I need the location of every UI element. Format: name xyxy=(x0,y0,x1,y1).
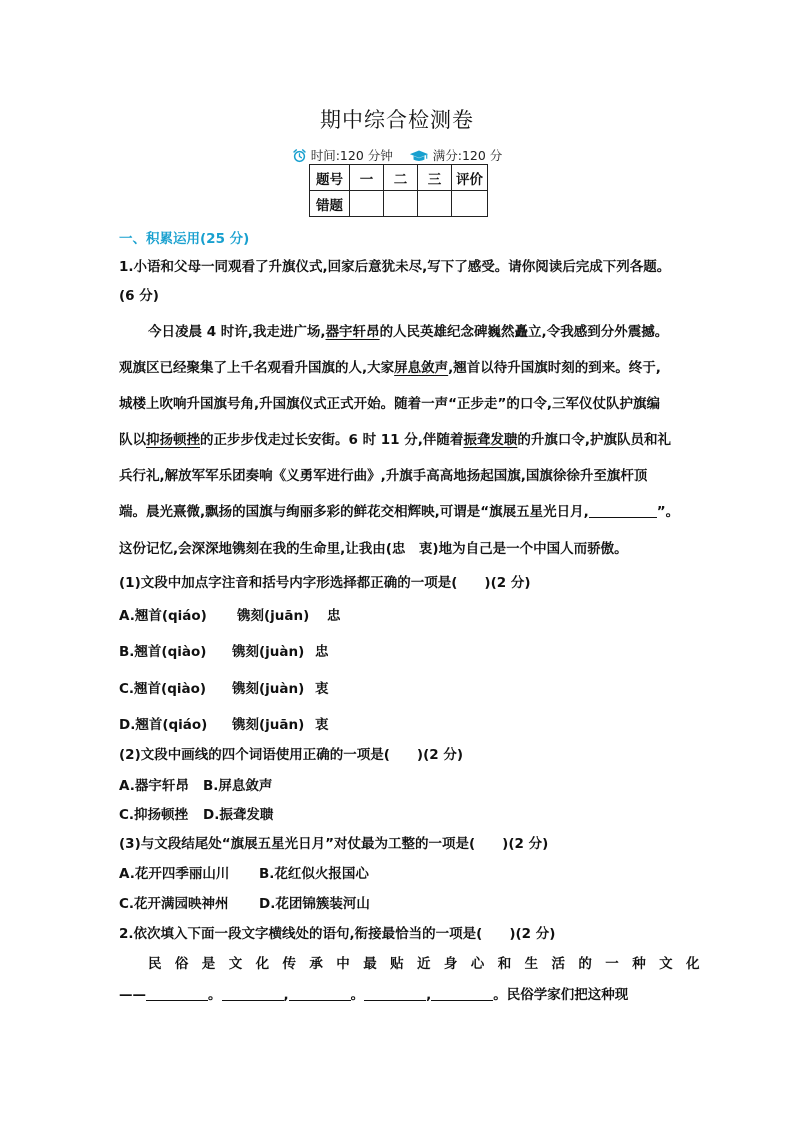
passage-line: 队以抑扬顿挫的正步步伐走过长安街。6 时 11 分,伴随着振聋发聩的升旗口令,护旗队员和礼 xyxy=(119,432,672,448)
score-cell[interactable] xyxy=(418,191,452,217)
score-cell[interactable] xyxy=(384,191,418,217)
answer-blank[interactable] xyxy=(431,986,493,1001)
sub-question: (2)文段中画线的四个词语使用正确的一项是( )(2 分) xyxy=(119,747,464,763)
option-row[interactable]: A.花开四季丽山川 B.花红似火报国心 xyxy=(119,866,369,882)
option[interactable]: C.翘首(qiào) 镌刻(juàn) 衷 xyxy=(119,681,329,697)
score-table-row xyxy=(310,191,488,217)
option[interactable]: B.翘首(qiào) 镌刻(juàn) 忠 xyxy=(119,644,329,660)
answer-blank[interactable] xyxy=(222,986,284,1001)
score-table-header-cell: 题号 xyxy=(310,165,350,191)
score-table xyxy=(309,164,488,217)
option[interactable]: A.翘首(qiáo) 镌刻(juān) 忠 xyxy=(119,608,341,624)
score-cell[interactable] xyxy=(452,191,488,217)
q2-stem: 2.依次填入下面一段文字横线处的语句,衔接最恰当的一项是( )(2 分) xyxy=(119,926,556,942)
option-row[interactable]: C.抑扬顿挫 D.振聋发聩 xyxy=(119,807,274,823)
score-table-header-cell: 三 xyxy=(418,165,452,191)
answer-blank[interactable] xyxy=(589,503,657,518)
passage-line: —— 。 , 。 , 。民俗学家们把这种现 xyxy=(119,987,629,1003)
page-title: 期中综合检测卷 xyxy=(320,108,474,132)
sub-question: (1)文段中加点字注音和括号内字形选择都正确的一项是( )(2 分) xyxy=(119,575,531,591)
passage-line: 兵行礼,解放军军乐团奏响《义勇军进行曲》,升旗手高高地扬起国旗,国旗徐徐升至旗杆顶 xyxy=(119,468,648,484)
underlined-word: 屏息敛声 xyxy=(394,360,449,376)
passage-line: 这份记忆,会深深地镌刻在我的生命里,让我由(忠 衷)地为自己是一个中国人而骄傲。 xyxy=(119,541,628,557)
score-table-header-row xyxy=(310,165,488,191)
score-table-header-cell: 二 xyxy=(384,165,418,191)
option[interactable]: D.翘首(qiáo) 镌刻(juān) 衷 xyxy=(119,717,329,733)
underlined-word: 抑扬顿挫 xyxy=(146,432,200,448)
option-row[interactable]: A.器宇轩昂 B.屏息敛声 xyxy=(119,778,273,794)
score-table-header-cell: 一 xyxy=(350,165,384,191)
sub-question: (3)与文段结尾处“旗展五星光日月”对仗最为工整的一项是( )(2 分) xyxy=(119,836,549,852)
score-cell[interactable] xyxy=(350,191,384,217)
passage-line: 民俗是文化传承中最贴近身心和生活的一种文化 xyxy=(148,956,713,972)
option-row[interactable]: C.花开满园映神州 D.花团锦簇装河山 xyxy=(119,896,370,912)
answer-blank[interactable] xyxy=(146,986,208,1001)
passage-line: 观旗区已经聚集了上千名观看升国旗的人,大家屏息敛声,翘首以待升国旗时刻的到来。终于, xyxy=(119,360,661,376)
q1-stem-points: (6 分) xyxy=(119,288,159,304)
section-heading: 一、积累运用(25 分) xyxy=(119,231,250,247)
score-table-header-cell: 评价 xyxy=(452,165,488,191)
underlined-word: 器宇轩昂 xyxy=(325,324,380,340)
alarm-clock-icon xyxy=(292,148,307,166)
answer-blank[interactable] xyxy=(289,986,351,1001)
q1-stem: 1.小语和父母一同观看了升旗仪式,回家后意犹未尽,写下了感受。请你阅读后完成下列各题。 xyxy=(119,259,671,275)
score-table-row-label: 错题 xyxy=(310,191,350,217)
answer-blank[interactable] xyxy=(364,986,426,1001)
score-label: 满分:120 分 xyxy=(432,148,503,163)
passage-line: 今日凌晨 4 时许,我走进广场,器宇轩昂的人民英雄纪念碑巍然矗立,令我感到分外震撼。 xyxy=(148,324,669,340)
exam-meta xyxy=(0,146,794,166)
passage-line: 城楼上吹响升国旗号角,升国旗仪式正式开始。随着一声“正步走”的口令,三军仪仗队护旗编 xyxy=(119,396,661,412)
underlined-word: 振聋发聩 xyxy=(463,432,518,448)
passage-line: 端。晨光熹微,飘扬的国旗与绚丽多彩的鲜花交相辉映,可谓是“旗展五星光日月, ”。 xyxy=(119,504,680,520)
time-label: 时间:120 分钟 xyxy=(310,148,393,163)
